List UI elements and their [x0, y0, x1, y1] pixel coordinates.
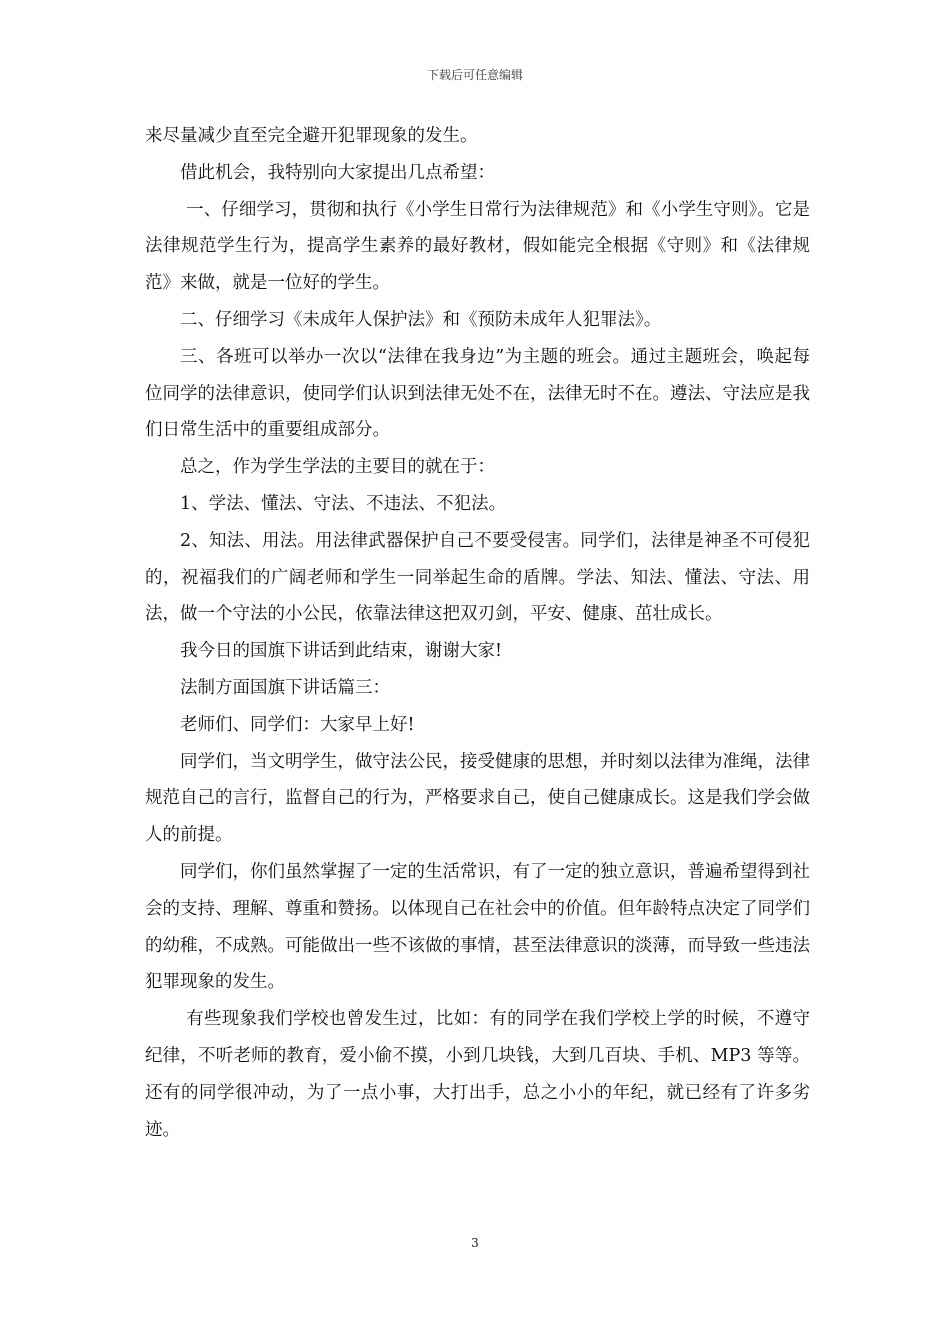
- paragraph-continuation: 来尽量减少直至完全避开犯罪现象的发生。: [145, 126, 478, 146]
- page-header: 下载后可任意编辑: [426, 68, 523, 82]
- paragraph-item-1: 1、学法、懂法、守法、不违法、不犯法。: [180, 493, 507, 514]
- paragraph-body-1: 同学们，当文明学生，做守法公民，接受健康的思想，并时刻以法律为准绳，法律规范自己的言行，监督自己的行为，严格要求自己，使自己健康成长。这是我们学会做人的前提。: [145, 751, 810, 846]
- paragraph-hope-3: 三、各班可以举办一次以“法律在我身边”为主题的班会。通过主题班会，唤起每位同学的法律意识，使同学们认识到法律无处不在，法律无时不在。遵法、守法应是我们日常生活中的重要组成部分。: [145, 346, 810, 441]
- paragraph-item-2: 2、知法、用法。用法律武器保护自己不要受侵害。同学们，法律是神圣不可侵犯的，祝福我们的广阔老师和学生一同举起生命的盾牌。学法、知法、懂法、守法、用法，做一个守法的小公民，依靠法律这把双刃剑，平安、健康、茁壮成长。: [145, 530, 810, 625]
- page-number: 3: [471, 1236, 479, 1250]
- paragraph-greeting: 老师们、同学们：大家早上好!: [180, 714, 415, 735]
- paragraph-body-2: 同学们，你们虽然掌握了一定的生活常识，有了一定的独立意识，普遍希望得到社会的支持、理解、尊重和赞扬。以体现自己在社会中的价值。但年龄特点决定了同学们的幼稚，不成熟。可能做出一些不该做的事情，甚至法律意识的淡薄，而导致一些违法犯罪现象的发生。: [145, 861, 810, 993]
- section-heading: 法制方面国旗下讲话篇三：: [180, 677, 390, 698]
- paragraph-intro-hopes: 借此机会，我特别向大家提出几点希望：: [180, 162, 495, 183]
- paragraph-hope-1: 一、仔细学习，贯彻和执行《小学生日常行为法律规范》和《小学生守则》。它是法律规范学生行为，提高学生素养的最好教材，假如能完全根据《守则》和《法律规范》来做，就是一位好的学生。: [145, 199, 810, 294]
- paragraph-closing: 我今日的国旗下讲话到此结束，谢谢大家!: [180, 641, 503, 662]
- document-body: [145, 118, 810, 1148]
- paragraph-body-3: 有些现象我们学校也曾发生过，比如：有的同学在我们学校上学的时候，不遵守纪律，不听老师的教育，爱小偷不摸，小到几块钱，大到几百块、手机、MP3 等等。还有的同学很冲动，为了一点小事，大打出手，总之小小的年纪，就已经有了许多劣迹。: [145, 1009, 810, 1140]
- paragraph-summary: 总之，作为学生学法的主要目的就在于：: [180, 457, 495, 478]
- paragraph-hope-2: 二、仔细学习《未成年人保护法》和《预防未成年人犯罪法》。: [180, 309, 662, 330]
